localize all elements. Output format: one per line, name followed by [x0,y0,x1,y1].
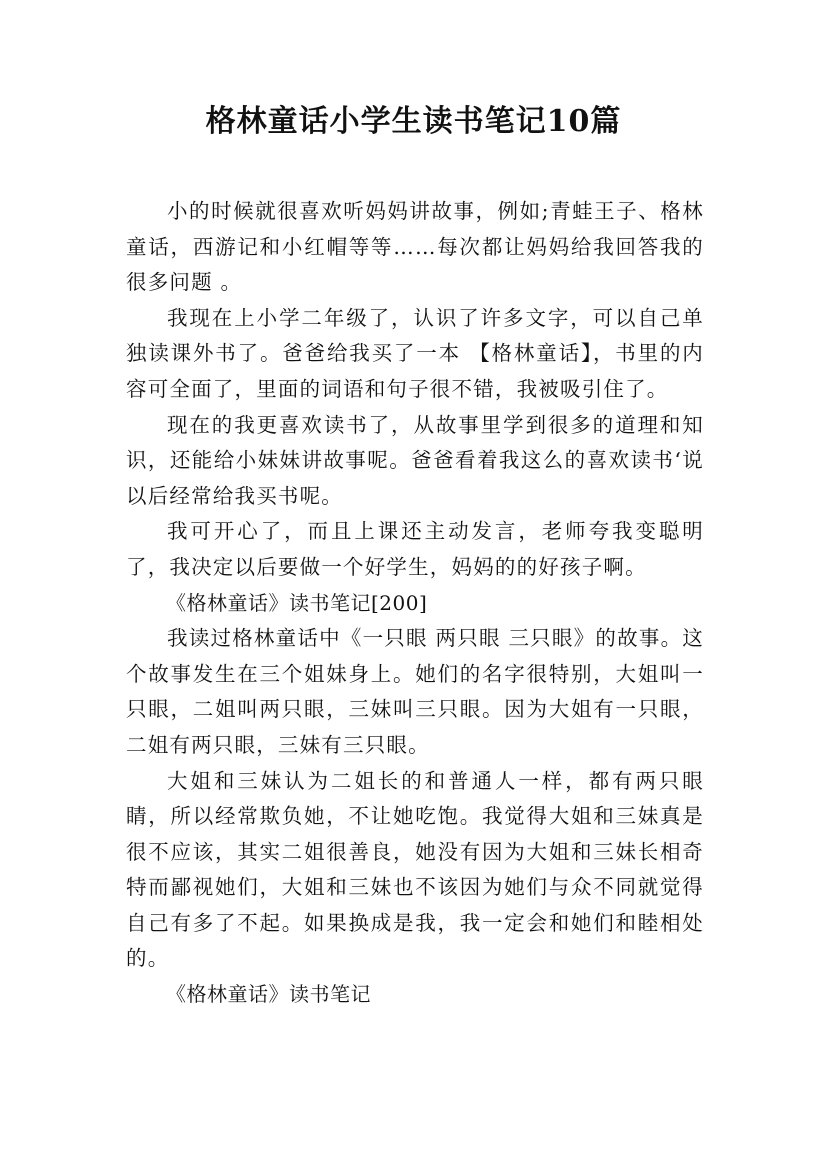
document-body [126,194,704,1013]
paragraph: 小的时候就很喜欢听妈妈讲故事，例如;青蛙王子、格林童话，西游记和小红帽等等……每次都让妈妈给我回答我的很多问题 。 [126,199,704,295]
paragraph: 我读过格林童话中《一只眼 两只眼 三只眼》的故事。这个故事发生在三个姐妹身上。她们的名字很特别，大姐叫一只眼，二姐叫两只眼，三妹叫三只眼。因为大姐有一只眼，二姐有两只眼，三妹有三只眼。 [126,626,704,757]
paragraph: 我现在上小学二年级了，认识了许多文字，可以自己单独读课外书了。爸爸给我买了一本 【格林童话】，书里的内容可全面了，里面的词语和句子很不错，我被吸引住了。 [126,305,704,401]
paragraph: 现在的我更喜欢读书了，从故事里学到很多的道理和知识，还能给小妹妹讲故事呢。爸爸看着我这么的喜欢读书‘说以后经常给我买书呢。 [126,412,704,508]
section-heading: 《格林童话》读书笔记[200] [166,590,428,615]
paragraph: 我可开心了，而且上课还主动发言，老师夸我变聪明了，我决定以后要做一个好学生，妈妈的的好孩子啊。 [126,519,704,579]
paragraph: 大姐和三妹认为二姐长的和普通人一样，都有两只眼睛，所以经常欺负她，不让她吃饱。我觉得大姐和三妹真是很不应该，其实二姐很善良，她没有因为大姐和三妹长相奇特而鄙视她们，大姐和三妹也不该因为她们与众不同就觉得自己有多了不起。如果换成是我，我一定会和她们和睦相处的。 [126,768,704,971]
document-title: 格林童话小学生读书笔记10篇 [205,104,622,139]
section-heading: 《格林童话》读书笔记 [166,982,371,1007]
